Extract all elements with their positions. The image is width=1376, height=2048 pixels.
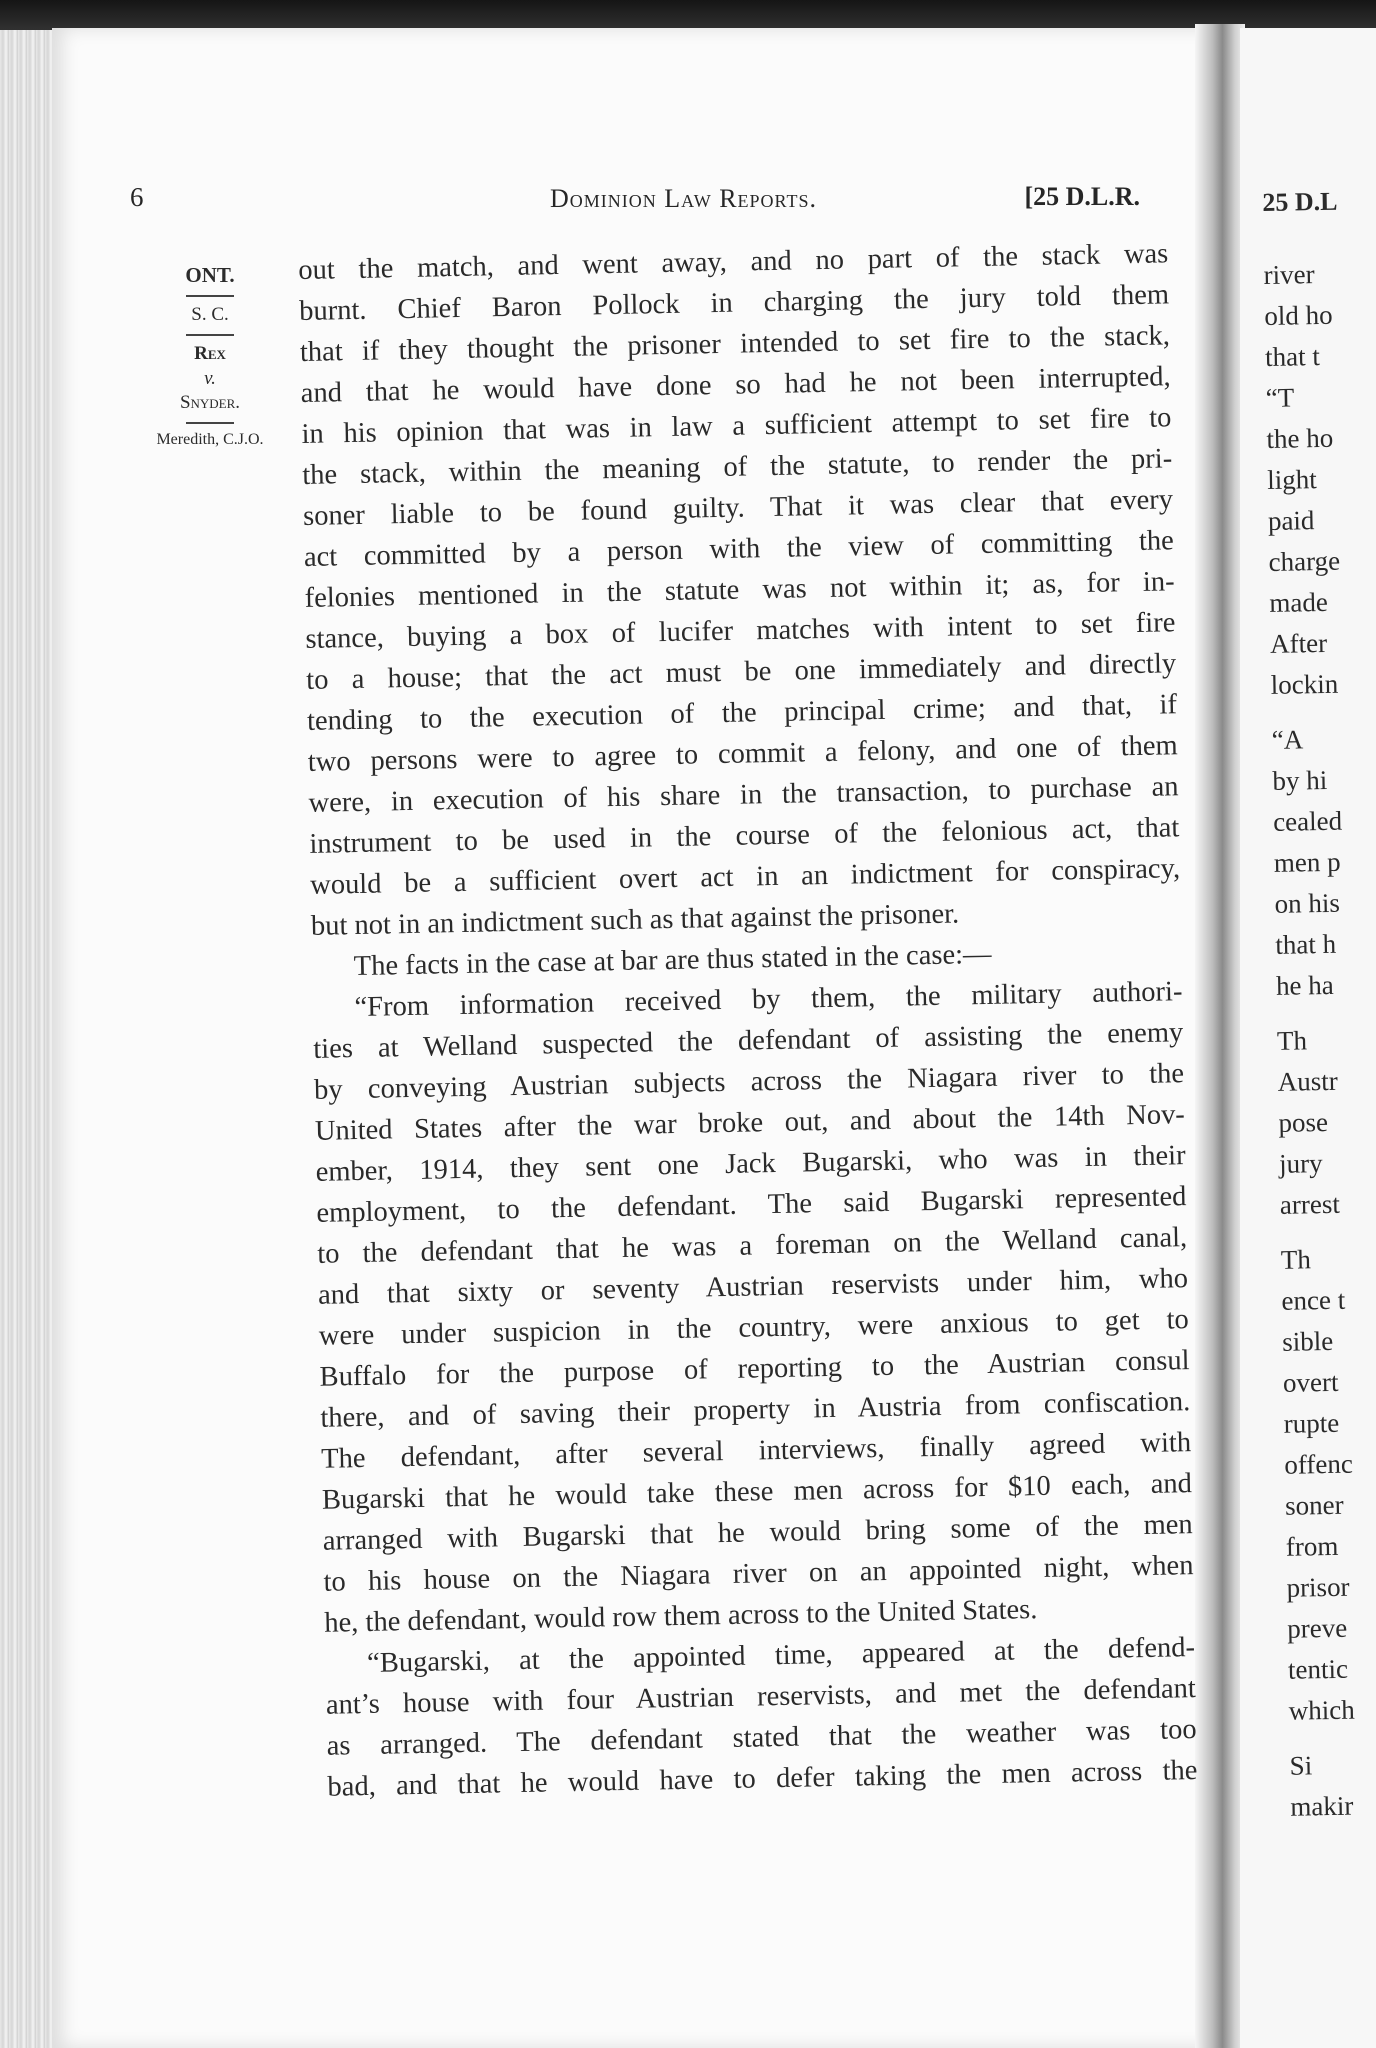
next-page-line: paid (1267, 505, 1315, 536)
next-page-line: that h (1275, 928, 1337, 960)
case-second-party: Snyder. (179, 392, 241, 414)
text-line: act committed by a person with the view of committing the (303, 525, 1175, 573)
text-line: the stack, within the meaning of the statute, to render the pri- (302, 443, 1173, 491)
next-page-line: After (1269, 627, 1328, 659)
text-line: as arranged. The defendant stated that the weather was too (326, 1714, 1197, 1762)
page-edges (0, 30, 60, 2048)
text-line: ties at Welland suspected the defendant of assisting the enemy (313, 1017, 1184, 1065)
case-versus: v. (204, 367, 216, 389)
text-line: employment, to the defendant. The said Bugarski represented (316, 1181, 1187, 1229)
next-page-line: men p (1273, 846, 1341, 878)
next-page-line: Th (1280, 1244, 1312, 1275)
next-page-line: which (1288, 1694, 1355, 1726)
jurisdiction: ONT. (185, 263, 235, 287)
book-gutter (1195, 24, 1245, 2048)
next-page-line: that t (1264, 341, 1321, 372)
text-line: were, in execution of his share in the transaction, to purchase an (308, 771, 1179, 819)
margin-note (130, 262, 290, 451)
next-page-line: “T (1265, 382, 1295, 413)
next-page-line: by hi (1272, 764, 1328, 796)
text-line: Buffalo for the purpose of reporting to the Austrian consul (319, 1345, 1190, 1393)
margin-rule (186, 295, 234, 297)
text-line: would be a sufficient overt act in an indictment for conspiracy, (309, 853, 1181, 901)
text-line: Bugarski that he would take these men across for $10 each, and (321, 1468, 1193, 1516)
next-page-line: prisor (1286, 1571, 1350, 1603)
next-page-line: old ho (1264, 299, 1333, 331)
text-line: there, and of saving their property in Austria from confiscation. (320, 1386, 1191, 1434)
next-page-line: arrest (1279, 1188, 1341, 1220)
next-page-line: he ha (1275, 969, 1335, 1001)
next-page-line: Si (1289, 1750, 1313, 1781)
next-page-line: lockin (1270, 668, 1339, 700)
text-line: ember, 1914, they sent one Jack Bugarski, who was in their (315, 1140, 1186, 1188)
text-line: to his house on the Niagara river on an appointed night, when (323, 1550, 1194, 1598)
next-page-line: makir (1290, 1790, 1354, 1822)
text-line: arranged with Bugarski that he would bring some of the men (322, 1509, 1193, 1557)
court: S. C. (191, 304, 229, 326)
paragraph-gap (1289, 1729, 1376, 1745)
text-line: bad, and that he would have to defer taking the men across the (327, 1755, 1198, 1803)
text-line: out the match, and went away, and no part of the stack was (298, 238, 1169, 286)
paragraph-gap (1280, 1223, 1376, 1239)
text-line: and that sixty or seventy Austrian reservists under him, who (317, 1263, 1189, 1311)
next-page-line: charge (1268, 545, 1341, 577)
text-line: ant’s house with four Austrian reservists, and met the defendant (325, 1673, 1197, 1721)
text-line: burnt. Chief Baron Pollock in charging the jury told them (298, 279, 1170, 327)
text-line: The defendant, after several interviews, finally agreed with (320, 1427, 1192, 1475)
next-page-line: jury (1278, 1148, 1323, 1179)
case-first-party: Rex (194, 342, 226, 364)
next-page-line: on his (1274, 887, 1341, 919)
next-page-line: ence t (1281, 1284, 1346, 1316)
text-line: to a house; that the act must be one immediately and directly (305, 648, 1177, 696)
next-page-line: light (1266, 464, 1317, 495)
next-page-line: Austr (1277, 1065, 1338, 1097)
next-page-line: overt (1282, 1366, 1339, 1398)
body-text (298, 233, 1198, 1807)
text-line: The facts in the case at bar are thus stated in the case:— (353, 938, 992, 983)
text-line: to the defendant that he was a foreman on the Welland canal, (316, 1222, 1188, 1270)
next-page-line: from (1285, 1530, 1339, 1562)
text-line: “From information received by them, the military authori- (354, 976, 1183, 1024)
text-line: but not in an indictment such as that against the prisoner. (310, 898, 960, 942)
next-page-line: soner (1284, 1489, 1344, 1521)
next-page-line: rupte (1283, 1407, 1340, 1439)
margin-rule (186, 334, 234, 336)
judge-name: Meredith, C.J.O. (156, 431, 264, 449)
next-page-line: preve (1286, 1612, 1348, 1644)
text-line: “Bugarski, at the appointed time, appeared at the defend- (366, 1632, 1196, 1679)
text-line: felonies mentioned in the statute was not within it; as, for in- (304, 566, 1175, 614)
margin-rule (186, 422, 234, 424)
text-line: stance, buying a box of lucifer matches with intent to set fire (305, 607, 1176, 655)
text-line: he, the defendant, would row them across to the United States. (324, 1594, 1038, 1639)
next-page-line: river (1263, 259, 1315, 290)
next-page-line: pose (1278, 1106, 1329, 1138)
next-page-line: made (1269, 586, 1329, 618)
next-page-line: Th (1276, 1025, 1308, 1056)
text-line: were under suspicion in the country, were anxious to get to (318, 1304, 1189, 1352)
text-line: by conveying Austrian subjects across the Niagara river to the (313, 1058, 1185, 1106)
next-page-line: tentic (1287, 1653, 1349, 1685)
header-title: Dominion Law Reports. (550, 184, 817, 213)
next-page-line: cealed (1272, 805, 1343, 837)
text-line: soner liable to be found guilty. That it was clear that every (302, 484, 1174, 532)
next-page-header: 25 D.L (1262, 186, 1338, 217)
text-line: and that he would have done so had he not been interrupted, (300, 361, 1171, 409)
next-page-line: the ho (1266, 422, 1334, 454)
text-line: in his opinion that was in law a sufficient attempt to set fire to (301, 402, 1172, 450)
text-line: instrument to be used in the course of the felonious act, that (309, 812, 1180, 860)
header-volume: [25 D.L.R. (1024, 182, 1140, 211)
page-number: 6 (130, 182, 144, 212)
text-line: two persons were to agree to commit a felony, and one of them (307, 730, 1178, 778)
text-line: that if they thought the prisoner intended to set fire to the stack, (299, 320, 1171, 368)
next-page-line: “A (1271, 724, 1304, 755)
running-header (130, 182, 1140, 222)
next-page-line: sible (1281, 1325, 1334, 1357)
next-page-line: offenc (1284, 1448, 1354, 1480)
text-line: tending to the execution of the principal crime; and that, if (306, 689, 1178, 737)
text-line: United States after the war broke out, and about the 14th Nov- (314, 1099, 1186, 1147)
